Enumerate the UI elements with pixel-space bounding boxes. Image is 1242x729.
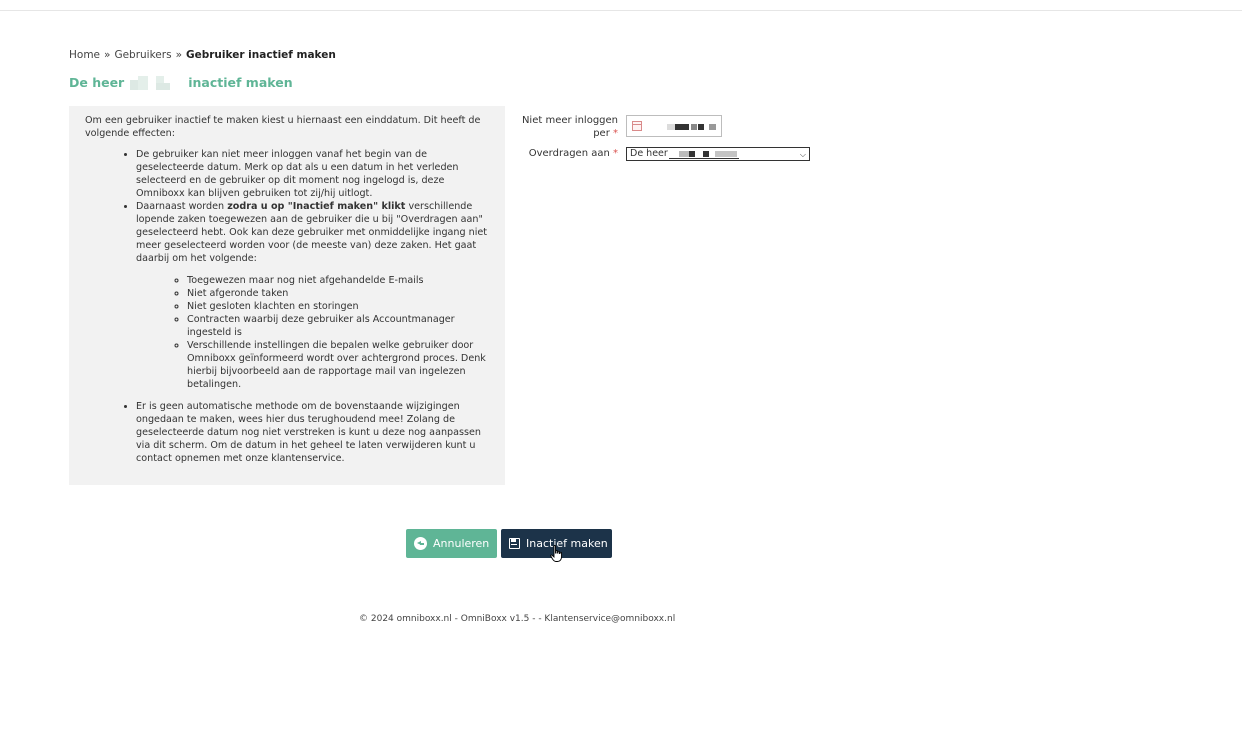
chevron-down-icon[interactable]: ⌵ [799,150,806,159]
hand-pointer-icon [550,545,564,563]
page-title-suffix: inactief maken [188,75,293,90]
header-divider [0,10,1242,11]
deactivate-form [520,114,810,161]
transfer-item: ◦ Toegewezen maar nog niet afgehandelde E-mails [187,274,493,287]
transfer-item: ◦ Contracten waarbij deze gebruiker als Accountmanager ingesteld is [187,313,493,339]
deactivate-button-label: Inactief maken [526,537,608,550]
transfer-label: Overdragen aan * [528,148,618,159]
calendar-icon[interactable] [632,121,642,131]
redacted-name [130,76,182,90]
transfer-items-list [136,274,493,391]
transfer-item: ◦ Verschillende instellingen die bepalen welke gebruiker door Omniboxx geïnformeerd wordt over achtergrond proces. Denk hierbij bijvoorbeeld aan de rapportage mail van ingelezen betalingen. [187,339,493,391]
cancel-button-label: Annuleren [433,537,490,550]
cancel-button[interactable] [406,529,497,558]
effects-list [85,148,493,465]
transfer-item: ◦ Niet gesloten klachten en storingen [187,300,493,313]
floppy-disk-icon [509,538,520,549]
effect-transfer [136,200,493,391]
page-title [69,75,293,90]
effect-transfer-bold: zodra u op "Inactief maken" klikt [227,201,406,212]
date-label: Niet meer inloggen per * [521,115,618,139]
info-panel [69,106,505,485]
required-marker: * [613,148,618,159]
transfer-row [520,147,810,161]
date-row [520,114,810,140]
end-date-input[interactable] [626,115,722,137]
breadcrumb-current: Gebruiker inactief maken [186,49,336,61]
required-marker: * [613,128,618,139]
transfer-selected-value: De heer [630,148,668,159]
transfer-to-select[interactable] [626,147,810,161]
breadcrumb-home[interactable]: Home [69,49,101,61]
circle-arrow-left-icon [414,537,427,550]
info-intro: Om een gebruiker inactief te maken kiest u hiernaast een einddatum. Dit heeft de volgende effecten: [85,115,481,139]
effect-transfer-pre: Daarnaast worden [136,201,228,212]
breadcrumb-separator: » [175,49,182,61]
breadcrumb-users[interactable]: Gebruikers [114,49,172,61]
transfer-item: ◦ Niet afgeronde taken [187,287,493,300]
page-title-prefix: De heer [69,75,125,90]
breadcrumb-separator: » [104,49,111,61]
effect-login: • De gebruiker kan niet meer inloggen vanaf het begin van de geselecteerde datum. Merk op dat als u een datum in het verleden selecteerd en de gebruiker op dit moment nog ingelogd is, deze Omniboxx kan blijven gebruiken tot zij/hij uitlogt. [136,148,493,200]
effect-transfer-post: verschillende lopende zaken toegewezen aan de gebruiker die u bij "Overdragen aan" geselecteerd hebt. Ook kan deze gebruiker met onmiddelijke ingang niet meer geselecteerd worden voor (de meeste van) deze zaken. Het gaat daarbij om het volgende: [136,201,488,264]
effect-irreversible: • Er is geen automatische methode om de bovenstaande wijzigingen ongedaan te maken, wees hier dus terughoudend mee! Zolang de geselecteerde datum nog niet verstreken is kunt u deze nog aanpassen via dit scherm. Om de datum in het geheel te laten verwijderen kunt u contact opnemen met onze klantenservice. [136,400,493,465]
breadcrumb [69,49,336,61]
footer: © 2024 omniboxx.nl - OmniBoxx v1.5 - - Klantenservice@omniboxx.nl [359,614,676,624]
